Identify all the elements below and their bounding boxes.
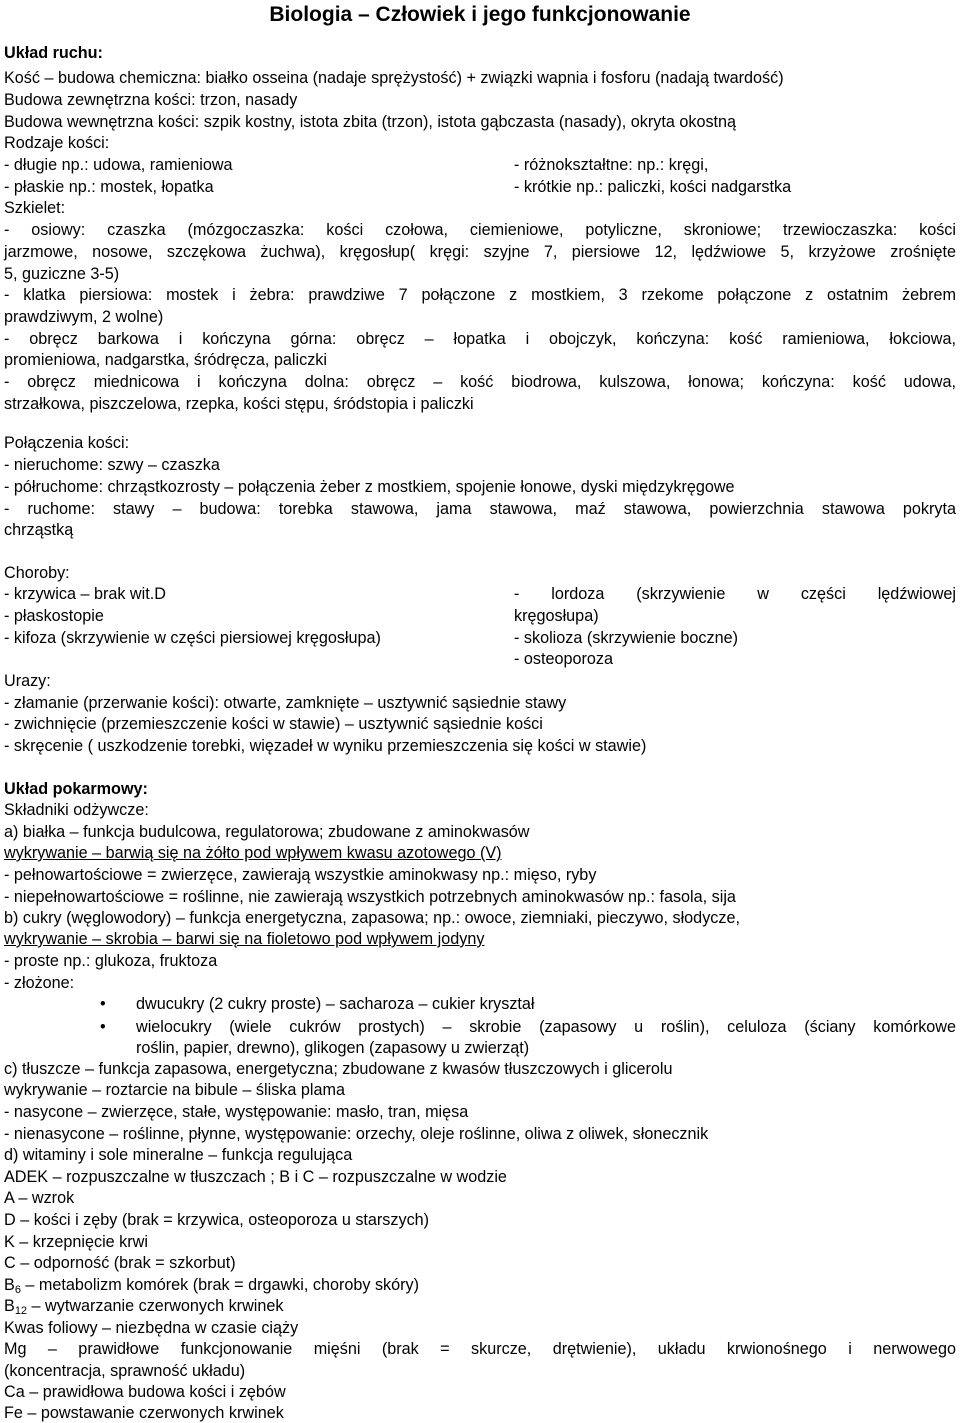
text-line: - krótkie np.: paliczki, kości nadgarstka [514, 178, 792, 196]
text-line: - skręcenie ( uszkodzenie torebki, więzadeł w wyniku przemieszczenia się kości w stawie) [4, 737, 647, 755]
text-line: Ca – prawidłowa budowa kości i zębów [4, 1383, 286, 1401]
text-fragment: – wytwarzanie czerwonych krwinek [27, 1297, 284, 1315]
text-line: dwucukry (2 cukry proste) – sacharoza – cukier kryształ [136, 995, 535, 1013]
text-line: - ruchome: stawy – budowa: torebka stawowa, jama stawowa, maź stawowa, powierzchnia stawowa pokryta [4, 500, 956, 518]
text-line: - płaskie np.: mostek, łopatka [4, 178, 214, 196]
text-line: - nienasycone – roślinne, płynne, występowanie: orzechy, oleje roślinne, oliwa z oliwek, słonecznik [4, 1125, 709, 1143]
text-line: - płaskostopie [4, 607, 104, 625]
text-line: - osteoporoza [514, 650, 613, 668]
text-line: - półruchome: chrząstkozrosty – połączenia żeber z mostkiem, spojenie łonowe, dyski międzykręgowe [4, 478, 735, 496]
text-line: - obręcz miednicowa i kończyna dolna: obręcz – kość biodrowa, kulszowa, łonowa; kończyna: kość udowa, [4, 373, 956, 391]
vitamin-label: B [4, 1297, 15, 1315]
text-line: Budowa wewnętrzna kości: szpik kostny, istota zbita (trzon), istota gąbczasta (nasady), okryta okostną [4, 113, 737, 131]
text-line: wykrywanie – skrobia – barwi się na fioletowo pod wpływem jodyny [4, 930, 485, 948]
text-line: wielocukry (wiele cukrów prostych) – skrobie (zapasowy u roślin), celuloza (ściany komórkowe [136, 1018, 956, 1036]
bullet-icon: • [100, 995, 106, 1013]
text-line [4, 1275, 419, 1295]
text-line: - nieruchome: szwy – czaszka [4, 456, 220, 474]
text-line: promieniowa, nadgarstka, śródręcza, paliczki [4, 351, 327, 369]
text-line: - różnokształtne: np.: kręgi, [514, 156, 709, 174]
text-line: - obręcz barkowa i kończyna górna: obręcz – łopatka i obojczyk, kończyna: kość ramieniowa, łokciowa, [4, 330, 956, 348]
text-line: - nasycone – zwierzęce, stałe, występowanie: masło, tran, mięsa [4, 1103, 469, 1121]
text-line: Składniki odżywcze: [4, 801, 149, 819]
text-line: Szkielet: [4, 199, 66, 217]
vitamin-label: B [4, 1276, 15, 1294]
text-line: - osiowy: czaszka (mózgoczaszka: kości czołowa, ciemieniowe, potyliczne, skroniowe; trzewioczaszka: kości [4, 221, 956, 239]
document-title: Biologia – Człowiek i jego funkcjonowanie [269, 3, 691, 26]
text-line: - klatka piersiowa: mostek i żebra: prawdziwe 7 połączone z mostkiem, 3 rzekome połączone z ostatnim żebrem [4, 286, 956, 304]
text-line: - kifoza (skrzywienie w części piersiowej kręgosłupa) [4, 629, 381, 647]
text-line: strzałkowa, piszczelowa, rzepka, kości stępu, śródstopia i paliczki [4, 395, 474, 413]
text-line: roślin, papier, drewno), glikogen (zapasowy u zwierząt) [136, 1039, 530, 1057]
text-line: 5, guziczne 3-5) [4, 265, 120, 283]
text-line: - złamanie (przerwanie kości): otwarte, zamknięte – usztywnić sąsiednie stawy [4, 694, 567, 712]
text-line: Kość – budowa chemiczna: białko osseina (nadaje sprężystość) + związki wapnia i fosforu (nadają twardość) [4, 69, 784, 87]
text-line: Fe – powstawanie czerwonych krwinek [4, 1404, 284, 1422]
vitamin-subscript: 6 [14, 1284, 21, 1296]
text-line: c) tłuszcze – funkcja zapasowa, energetyczna; zbudowane z kwasów tłuszczowych i glicerolu [4, 1060, 673, 1078]
text-line: jarzmowe, nosowe, szczękowa żuchwa), kręgosłup( kręgi: szyjne 7, piersiowe 12, lędźwiowe 5, krzyżowe zrośnięte [4, 243, 956, 261]
text-line: a) białka – funkcja budulcowa, regulatorowa; zbudowane z aminokwasów [4, 823, 530, 841]
text-line: wykrywanie – barwią się na żółto pod wpływem kwasu azotowego (V) [4, 844, 502, 862]
text-line: C – odporność (brak = szkorbut) [4, 1254, 236, 1272]
text-line: prawdziwym, 2 wolne) [4, 308, 164, 326]
text-line: ADEK – rozpuszczalne w tłuszczach ; B i C – rozpuszczalne w wodzie [4, 1168, 507, 1186]
text-line: - skolioza (skrzywienie boczne) [514, 629, 739, 647]
text-line: - niepełnowartościowe = roślinne, nie zawierają wszystkich potrzebnych aminokwasów np.: fasola, sija [4, 888, 736, 906]
text-line: wykrywanie – roztarcie na bibule – śliska plama [4, 1081, 345, 1099]
vitamin-subscript: 12 [14, 1305, 28, 1317]
heading-uklad-ruchu: Układ ruchu: [4, 44, 103, 62]
text-line: K – krzepnięcie krwi [4, 1233, 148, 1251]
text-line: (koncentracja, sprawność układu) [4, 1362, 246, 1380]
text-line: - długie np.: udowa, ramieniowa [4, 156, 233, 174]
text-line: - krzywica – brak wit.D [4, 585, 166, 603]
text-fragment: – metabolizm komórek (brak = drgawki, choroby skóry) [20, 1276, 420, 1294]
text-line: - złożone: [4, 974, 75, 992]
heading-polaczenia-kosci: Połączenia kości: [4, 434, 130, 452]
text-line: - proste np.: glukoza, fruktoza [4, 952, 218, 970]
bullet-icon: • [100, 1018, 106, 1036]
heading-urazy: Urazy: [4, 672, 51, 690]
text-line: d) witaminy i sole mineralne – funkcja regulująca [4, 1146, 353, 1164]
text-line: chrząstką [4, 521, 74, 539]
heading-uklad-pokarmowy: Układ pokarmowy: [4, 780, 148, 798]
text-line: A – wzrok [4, 1189, 75, 1207]
text-line: - lordoza (skrzywienie w części lędźwiowej [514, 585, 956, 603]
text-line: b) cukry (węglowodory) – funkcja energetyczna, zapasowa; np.: owoce, ziemniaki, pieczywo, słodycze, [4, 909, 740, 927]
heading-choroby: Choroby: [4, 564, 70, 582]
text-line: - pełnowartościowe = zwierzęce, zawierają wszystkie aminokwasy np.: mięso, ryby [4, 866, 597, 884]
text-line: kręgosłupa) [514, 607, 599, 625]
text-line: Mg – prawidłowe funkcjonowanie mięśni (brak = skurcze, drętwienie), układu krwionośnego i nerwowego [4, 1340, 956, 1358]
text-line [4, 1296, 283, 1316]
text-line: D – kości i zęby (brak = krzywica, osteoporoza u starszych) [4, 1211, 430, 1229]
text-line: Budowa zewnętrzna kości: trzon, nasady [4, 91, 298, 109]
text-line: Rodzaje kości: [4, 134, 110, 152]
text-line: - zwichnięcie (przemieszczenie kości w stawie) – usztywnić sąsiednie kości [4, 715, 543, 733]
text-line: Kwas foliowy – niezbędna w czasie ciąży [4, 1319, 299, 1337]
